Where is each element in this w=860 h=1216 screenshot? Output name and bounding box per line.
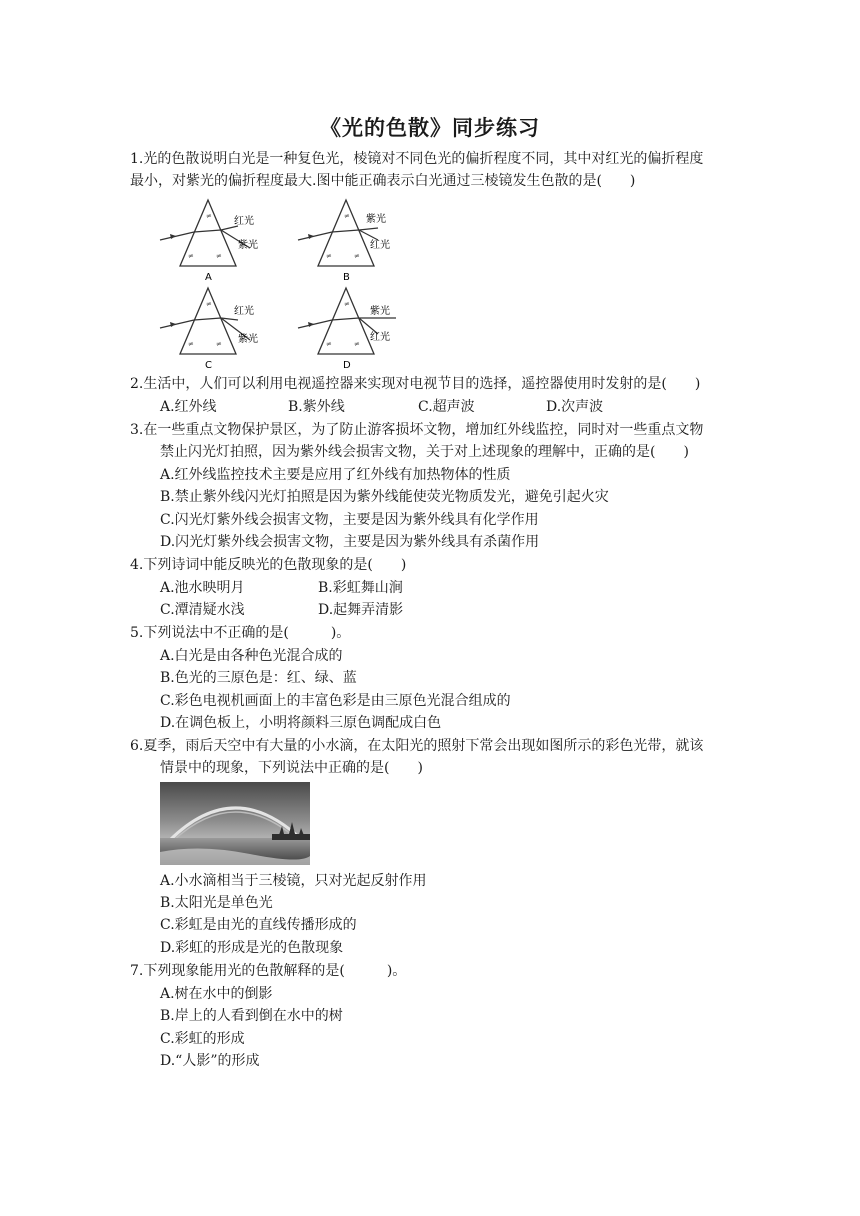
question-4-options-row-1	[160, 577, 560, 599]
question-2-stem: 2.生活中，人们可以利用电视遥控器来实现对电视节目的选择，遥控器使用时发射的是( )	[130, 376, 701, 392]
question-6-stem-line-1: 6.夏季，雨后天空中有大量的小水滴，在太阳光的照射下常会出现如图所示的彩色光带，就该	[130, 738, 704, 754]
question-4-stem: 4.下列诗词中能反映光的色散现象的是( )	[130, 557, 407, 573]
prism-figure-b-letter: B	[343, 272, 350, 283]
svg-text:≠: ≠	[188, 340, 194, 348]
question-3-stem-line-1: 3.在一些重点文物保护景区，为了防止游客损坏文物，增加红外线监控，同时对一些重点文物	[130, 422, 704, 438]
prism-figure-c-letter: C	[205, 360, 212, 371]
prism-figure-b	[296, 196, 406, 284]
question-6-option-b: B.太阳光是单色光	[160, 895, 273, 911]
page-title: 《光的色散》同步练习	[320, 116, 540, 140]
question-7-option-d: D.“人影”的形成	[160, 1053, 260, 1069]
question-3-option-a: A.红外线监控技术主要是应用了红外线有加热物体的性质	[160, 467, 511, 483]
question-1-stem-line-2: 最小，对紫光的偏折程度最大.图中能正确表示白光通过三棱镜发生色散的是( )	[130, 173, 636, 189]
question-5-option-a: A.白光是由各种色光混合成的	[160, 648, 343, 664]
svg-text:≠: ≠	[354, 340, 360, 348]
prism-figure-d	[296, 284, 406, 372]
prism-figure-c-bottom-label: 紫光	[238, 334, 258, 345]
question-3-option-d: D.闪光灯紫外线会损害文物，主要是因为紫外线具有杀菌作用	[160, 534, 540, 550]
prism-figure-a	[158, 196, 268, 284]
question-5-stem: 5.下列说法中不正确的是( )。	[130, 625, 351, 641]
prism-figure-b-top-label: 紫光	[366, 214, 386, 225]
question-3-option-c: C.闪光灯紫外线会损害文物，主要是因为紫外线具有化学作用	[160, 512, 539, 528]
svg-text:≠: ≠	[344, 300, 350, 308]
svg-text:≠: ≠	[206, 300, 212, 308]
question-3-stem-line-2: 禁止闪光灯拍照，因为紫外线会损害文物，关于对上述现象的理解中，正确的是( )	[160, 444, 689, 460]
svg-text:≠: ≠	[216, 252, 222, 260]
prism-figure-d-bottom-label: 红光	[370, 332, 390, 343]
question-5-option-d: D.在调色板上，小明将颜料三原色调配成白色	[160, 715, 442, 731]
option-b: B.彩虹舞山涧	[318, 580, 403, 596]
prism-figure-a-letter: A	[205, 272, 212, 283]
question-6-option-a: A.小水滴相当于三棱镜，只对光起反射作用	[160, 873, 427, 889]
question-5-option-c: C.彩色电视机画面上的丰富色彩是由三原色光混合组成的	[160, 693, 511, 709]
svg-text:≠: ≠	[206, 212, 212, 220]
svg-text:≠: ≠	[326, 340, 332, 348]
question-7-option-a: A.树在水中的倒影	[160, 986, 273, 1002]
option-d: D.次声波	[546, 399, 604, 415]
option-c: C.潭清疑水浅	[160, 602, 245, 618]
question-7-stem: 7.下列现象能用光的色散解释的是( )。	[130, 963, 407, 979]
question-3-option-b: B.禁止紫外线闪光灯拍照是因为紫外线能使荧光物质发光，避免引起火灾	[160, 489, 609, 505]
question-7-option-b: B.岸上的人看到倒在水中的树	[160, 1008, 343, 1024]
prism-figure-d-letter: D	[343, 360, 351, 371]
svg-text:≠: ≠	[326, 252, 332, 260]
rainbow-photo	[160, 782, 310, 865]
option-a: A.池水映明月	[160, 580, 245, 596]
prism-figure-a-bottom-label: 紫光	[238, 240, 258, 251]
question-7-option-c: C.彩虹的形成	[160, 1031, 245, 1047]
question-6-option-c: C.彩虹是由光的直线传播形成的	[160, 917, 357, 933]
option-a: A.红外线	[160, 399, 217, 415]
question-1-stem-line-1: 1.光的色散说明白光是一种复色光，棱镜对不同色光的偏折程度不同，其中对红光的偏折程度	[130, 151, 704, 167]
svg-text:≠: ≠	[354, 252, 360, 260]
prism-figure-c	[158, 284, 268, 372]
option-c: C.超声波	[418, 399, 475, 415]
prism-figure-b-bottom-label: 红光	[370, 240, 390, 251]
svg-text:≠: ≠	[188, 252, 194, 260]
question-6-option-d: D.彩虹的形成是光的色散现象	[160, 940, 344, 956]
question-4-options-row-2	[160, 599, 560, 621]
option-d: D.起舞弄清影	[318, 602, 404, 618]
question-6-stem-line-2: 情景中的现象，下列说法中正确的是( )	[160, 760, 423, 776]
question-2-options	[160, 396, 720, 418]
prism-figure-d-top-label: 紫光	[370, 306, 390, 317]
question-5-option-b: B.色光的三原色是：红、绿、蓝	[160, 670, 357, 686]
prism-figure-a-top-label: 红光	[234, 216, 254, 227]
svg-text:≠: ≠	[216, 340, 222, 348]
svg-text:≠: ≠	[344, 212, 350, 220]
prism-figure-c-top-label: 红光	[234, 306, 254, 317]
option-b: B.紫外线	[288, 399, 345, 415]
